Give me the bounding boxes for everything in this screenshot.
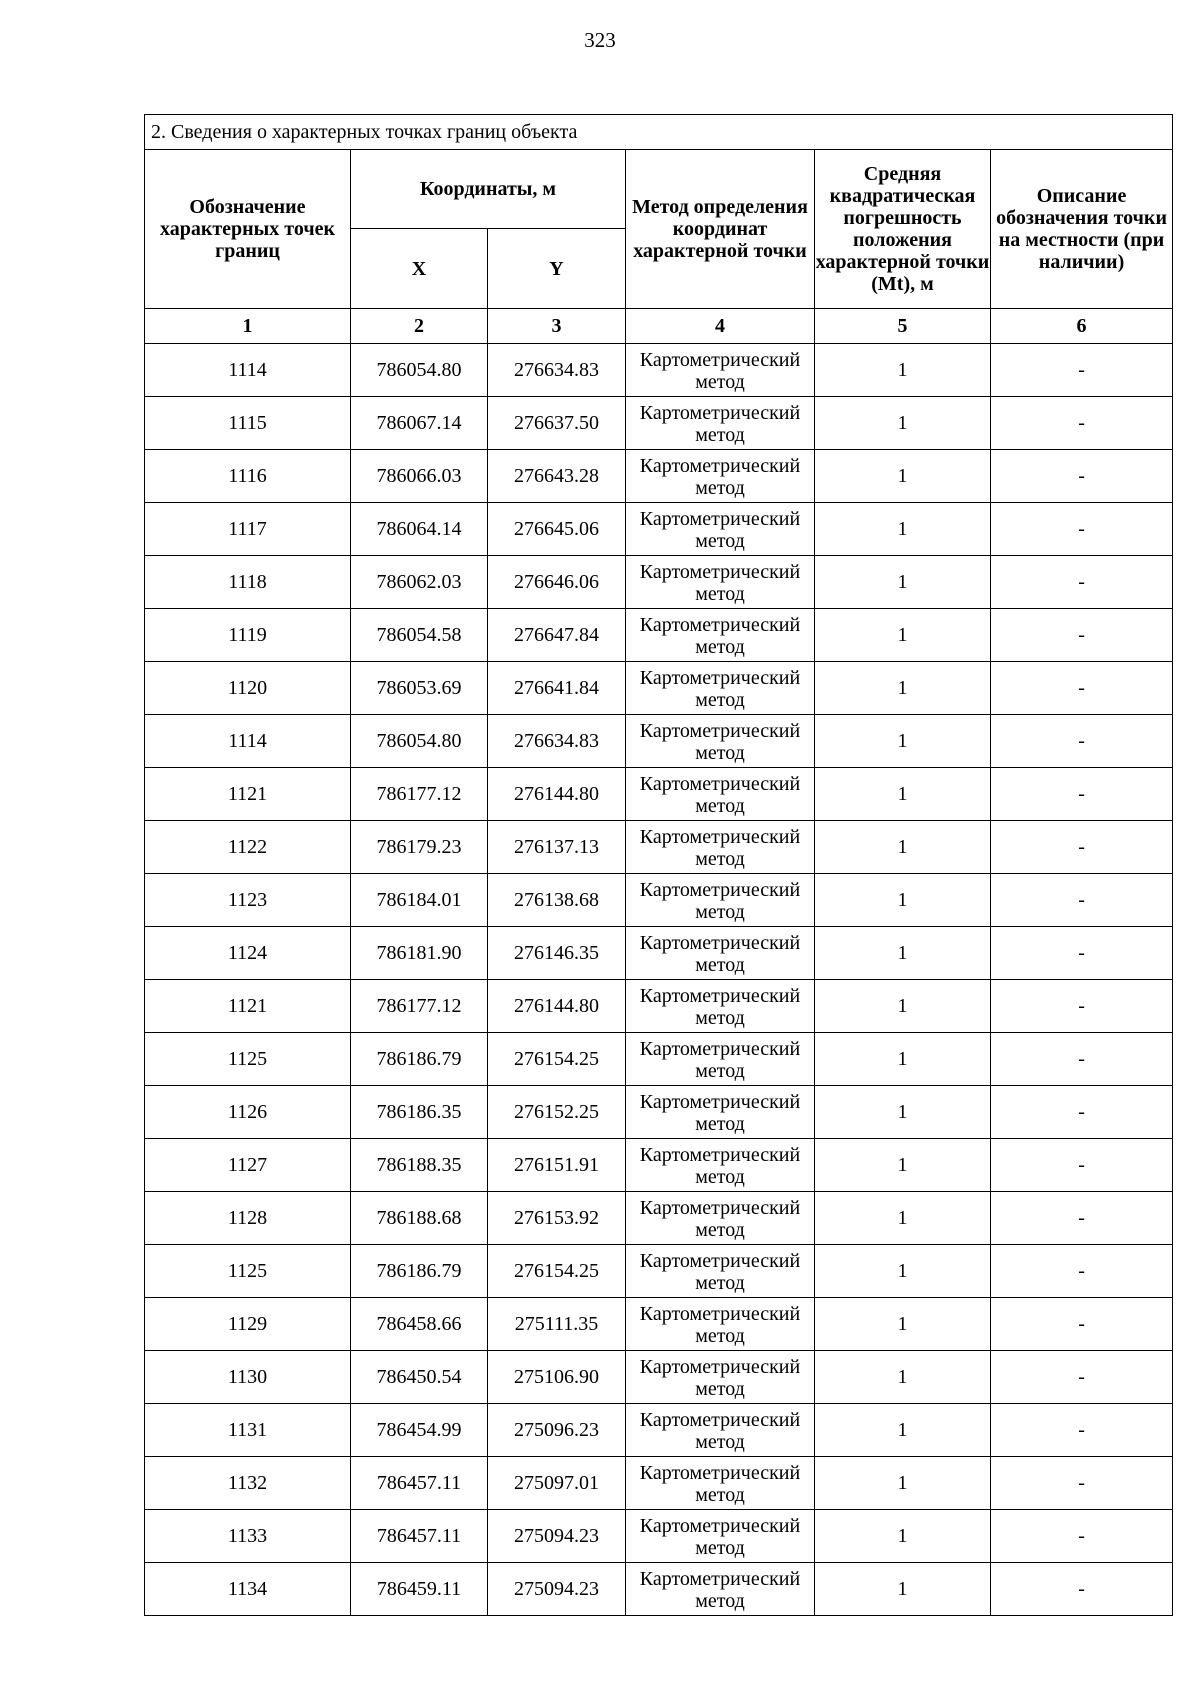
method-text-line: метод <box>695 1007 745 1029</box>
coord-x-cell: 786177.12 <box>351 768 488 821</box>
boundary-points-table <box>144 114 1173 1616</box>
method-text-line: метод <box>695 1537 745 1559</box>
point-id-cell: 1121 <box>145 768 351 821</box>
method-cell <box>626 397 815 450</box>
method-text-line: Картометрический <box>639 1038 801 1060</box>
coord-y-cell: 276643.28 <box>488 450 626 503</box>
coord-x-cell: 786459.11 <box>351 1563 488 1616</box>
coord-x-cell: 786186.79 <box>351 1245 488 1298</box>
mean-error-cell: 1 <box>815 874 991 927</box>
method-text-line: метод <box>695 689 745 711</box>
description-cell: - <box>991 1510 1173 1563</box>
coord-x-cell: 786188.68 <box>351 1192 488 1245</box>
point-id-cell: 1117 <box>145 503 351 556</box>
coord-y-cell: 275094.23 <box>488 1563 626 1616</box>
description-cell: - <box>991 768 1173 821</box>
table-row <box>145 821 1173 874</box>
coord-x-cell: 786454.99 <box>351 1404 488 1457</box>
mean-error-cell: 1 <box>815 927 991 980</box>
method-text-line: метод <box>695 1325 745 1347</box>
column-number: 2 <box>351 309 488 344</box>
method-text-line: метод <box>695 583 745 605</box>
table-row <box>145 1245 1173 1298</box>
method-text-line: Картометрический <box>639 1144 801 1166</box>
point-id-cell: 1134 <box>145 1563 351 1616</box>
method-text-line: метод <box>695 1060 745 1082</box>
point-id-cell: 1116 <box>145 450 351 503</box>
coord-y-cell: 276634.83 <box>488 715 626 768</box>
mean-error-cell: 1 <box>815 344 991 397</box>
point-id-cell: 1132 <box>145 1457 351 1510</box>
coord-x-cell: 786457.11 <box>351 1510 488 1563</box>
mean-error-cell: 1 <box>815 1245 991 1298</box>
table-row <box>145 450 1173 503</box>
header-point-designation: Обозначение характерных точек границ <box>145 150 351 309</box>
method-text-line: метод <box>695 1272 745 1294</box>
mean-error-cell: 1 <box>815 556 991 609</box>
description-cell: - <box>991 609 1173 662</box>
method-text-line: Картометрический <box>639 614 801 636</box>
point-id-cell: 1118 <box>145 556 351 609</box>
coord-y-cell: 275111.35 <box>488 1298 626 1351</box>
description-cell: - <box>991 821 1173 874</box>
coord-x-cell: 786062.03 <box>351 556 488 609</box>
point-id-cell: 1120 <box>145 662 351 715</box>
mean-error-cell: 1 <box>815 609 991 662</box>
coord-y-cell: 276645.06 <box>488 503 626 556</box>
coord-x-cell: 786457.11 <box>351 1457 488 1510</box>
header-description: Описание обозначения точки на местности (при наличии) <box>991 150 1173 309</box>
table-row <box>145 1192 1173 1245</box>
column-number-row <box>145 309 1173 344</box>
method-cell <box>626 1033 815 1086</box>
coord-y-cell: 276641.84 <box>488 662 626 715</box>
table-row <box>145 1510 1173 1563</box>
table-row <box>145 344 1173 397</box>
description-cell: - <box>991 927 1173 980</box>
method-text-line: метод <box>695 1219 745 1241</box>
method-text-line: метод <box>695 1113 745 1135</box>
coord-x-cell: 786181.90 <box>351 927 488 980</box>
method-text-line: Картометрический <box>639 826 801 848</box>
method-text-line: метод <box>695 1431 745 1453</box>
coord-y-cell: 276137.13 <box>488 821 626 874</box>
coord-x-cell: 786054.80 <box>351 344 488 397</box>
method-cell <box>626 1404 815 1457</box>
method-text-line: Картометрический <box>639 402 801 424</box>
coord-y-cell: 276637.50 <box>488 397 626 450</box>
coord-y-cell: 276154.25 <box>488 1033 626 1086</box>
coord-y-cell: 276144.80 <box>488 768 626 821</box>
description-cell: - <box>991 662 1173 715</box>
table-row <box>145 609 1173 662</box>
method-text-line: метод <box>695 636 745 658</box>
method-text-line: Картометрический <box>639 1303 801 1325</box>
point-id-cell: 1126 <box>145 1086 351 1139</box>
table-row <box>145 1033 1173 1086</box>
coord-x-cell: 786450.54 <box>351 1351 488 1404</box>
mean-error-cell: 1 <box>815 768 991 821</box>
description-cell: - <box>991 503 1173 556</box>
coord-x-cell: 786188.35 <box>351 1139 488 1192</box>
column-number: 1 <box>145 309 351 344</box>
method-text-line: метод <box>695 371 745 393</box>
coord-y-cell: 275106.90 <box>488 1351 626 1404</box>
table-row <box>145 1457 1173 1510</box>
table-row <box>145 1086 1173 1139</box>
method-cell <box>626 556 815 609</box>
point-id-cell: 1131 <box>145 1404 351 1457</box>
method-cell <box>626 1086 815 1139</box>
header-x: X <box>351 229 488 309</box>
method-text-line: Картометрический <box>639 1568 801 1590</box>
description-cell: - <box>991 344 1173 397</box>
method-text-line: метод <box>695 1590 745 1612</box>
point-id-cell: 1125 <box>145 1033 351 1086</box>
method-text-line: Картометрический <box>639 349 801 371</box>
table-row <box>145 927 1173 980</box>
point-id-cell: 1127 <box>145 1139 351 1192</box>
point-id-cell: 1130 <box>145 1351 351 1404</box>
description-cell: - <box>991 1245 1173 1298</box>
description-cell: - <box>991 1298 1173 1351</box>
method-cell <box>626 768 815 821</box>
coord-y-cell: 275094.23 <box>488 1510 626 1563</box>
description-cell: - <box>991 1086 1173 1139</box>
method-cell <box>626 1457 815 1510</box>
method-text-line: метод <box>695 530 745 552</box>
method-cell <box>626 874 815 927</box>
column-number: 4 <box>626 309 815 344</box>
coord-y-cell: 276154.25 <box>488 1245 626 1298</box>
description-cell: - <box>991 715 1173 768</box>
method-text-line: метод <box>695 1378 745 1400</box>
coord-x-cell: 786054.80 <box>351 715 488 768</box>
header-mean-error: Средняя квадратическая погрешность положения характерной точки (Mt), м <box>815 150 991 309</box>
point-id-cell: 1114 <box>145 715 351 768</box>
point-id-cell: 1122 <box>145 821 351 874</box>
coord-y-cell: 276646.06 <box>488 556 626 609</box>
method-text-line: метод <box>695 954 745 976</box>
mean-error-cell: 1 <box>815 662 991 715</box>
point-id-cell: 1133 <box>145 1510 351 1563</box>
method-cell <box>626 344 815 397</box>
mean-error-cell: 1 <box>815 1351 991 1404</box>
method-text-line: Картометрический <box>639 1250 801 1272</box>
method-text-line: метод <box>695 901 745 923</box>
method-cell <box>626 609 815 662</box>
coord-x-cell: 786458.66 <box>351 1298 488 1351</box>
method-cell <box>626 1245 815 1298</box>
method-cell <box>626 980 815 1033</box>
method-text-line: Картометрический <box>639 773 801 795</box>
method-text-line: Картометрический <box>639 1409 801 1431</box>
coord-y-cell: 276153.92 <box>488 1192 626 1245</box>
coord-x-cell: 786066.03 <box>351 450 488 503</box>
coord-x-cell: 786186.35 <box>351 1086 488 1139</box>
method-cell <box>626 715 815 768</box>
header-y: Y <box>488 229 626 309</box>
method-text-line: метод <box>695 742 745 764</box>
description-cell: - <box>991 1192 1173 1245</box>
mean-error-cell: 1 <box>815 503 991 556</box>
description-cell: - <box>991 556 1173 609</box>
coord-y-cell: 276152.25 <box>488 1086 626 1139</box>
table-caption: 2. Сведения о характерных точках границ объекта <box>145 115 1173 150</box>
method-text-line: Картометрический <box>639 1515 801 1537</box>
mean-error-cell: 1 <box>815 450 991 503</box>
table-row <box>145 768 1173 821</box>
description-cell: - <box>991 397 1173 450</box>
point-id-cell: 1129 <box>145 1298 351 1351</box>
table-row <box>145 1351 1173 1404</box>
method-text-line: Картометрический <box>639 1356 801 1378</box>
method-text-line: метод <box>695 795 745 817</box>
method-text-line: метод <box>695 848 745 870</box>
description-cell: - <box>991 1139 1173 1192</box>
column-number: 3 <box>488 309 626 344</box>
table-row <box>145 397 1173 450</box>
point-id-cell: 1121 <box>145 980 351 1033</box>
header-coordinates: Координаты, м <box>351 150 626 229</box>
description-cell: - <box>991 980 1173 1033</box>
table-row <box>145 715 1173 768</box>
table-row <box>145 1298 1173 1351</box>
table-row <box>145 1563 1173 1616</box>
coord-x-cell: 786053.69 <box>351 662 488 715</box>
method-text-line: метод <box>695 1166 745 1188</box>
description-cell: - <box>991 450 1173 503</box>
mean-error-cell: 1 <box>815 1086 991 1139</box>
mean-error-cell: 1 <box>815 1298 991 1351</box>
coord-y-cell: 275096.23 <box>488 1404 626 1457</box>
method-text-line: Картометрический <box>639 879 801 901</box>
method-text-line: Картометрический <box>639 932 801 954</box>
method-text-line: Картометрический <box>639 667 801 689</box>
mean-error-cell: 1 <box>815 821 991 874</box>
header-method: Метод определения координат характерной точки <box>626 150 815 309</box>
point-id-cell: 1124 <box>145 927 351 980</box>
method-cell <box>626 503 815 556</box>
table-body <box>145 344 1173 1616</box>
point-id-cell: 1125 <box>145 1245 351 1298</box>
table-row <box>145 662 1173 715</box>
coord-x-cell: 786179.23 <box>351 821 488 874</box>
method-text-line: Картометрический <box>639 561 801 583</box>
table-row <box>145 556 1173 609</box>
mean-error-cell: 1 <box>815 1457 991 1510</box>
coord-y-cell: 276647.84 <box>488 609 626 662</box>
coord-x-cell: 786054.58 <box>351 609 488 662</box>
coord-y-cell: 276144.80 <box>488 980 626 1033</box>
method-cell <box>626 1563 815 1616</box>
table-row <box>145 1404 1173 1457</box>
method-text-line: Картометрический <box>639 985 801 1007</box>
method-cell <box>626 821 815 874</box>
mean-error-cell: 1 <box>815 397 991 450</box>
mean-error-cell: 1 <box>815 1563 991 1616</box>
mean-error-cell: 1 <box>815 980 991 1033</box>
coord-x-cell: 786177.12 <box>351 980 488 1033</box>
coord-y-cell: 276138.68 <box>488 874 626 927</box>
description-cell: - <box>991 1033 1173 1086</box>
method-text-line: метод <box>695 424 745 446</box>
coord-x-cell: 786064.14 <box>351 503 488 556</box>
description-cell: - <box>991 1563 1173 1616</box>
point-id-cell: 1123 <box>145 874 351 927</box>
table-row <box>145 874 1173 927</box>
method-text-line: метод <box>695 477 745 499</box>
page-number: 323 <box>584 28 616 52</box>
coord-y-cell: 275097.01 <box>488 1457 626 1510</box>
mean-error-cell: 1 <box>815 1033 991 1086</box>
coord-y-cell: 276146.35 <box>488 927 626 980</box>
method-text-line: Картометрический <box>639 508 801 530</box>
method-text-line: Картометрический <box>639 1091 801 1113</box>
table-row <box>145 503 1173 556</box>
column-number: 6 <box>991 309 1173 344</box>
mean-error-cell: 1 <box>815 715 991 768</box>
method-cell <box>626 1192 815 1245</box>
mean-error-cell: 1 <box>815 1192 991 1245</box>
point-id-cell: 1115 <box>145 397 351 450</box>
method-cell <box>626 927 815 980</box>
table-row <box>145 980 1173 1033</box>
column-number: 5 <box>815 309 991 344</box>
method-text-line: Картометрический <box>639 1462 801 1484</box>
method-cell <box>626 1351 815 1404</box>
description-cell: - <box>991 1351 1173 1404</box>
point-id-cell: 1128 <box>145 1192 351 1245</box>
method-cell <box>626 1298 815 1351</box>
coord-y-cell: 276151.91 <box>488 1139 626 1192</box>
coord-x-cell: 786067.14 <box>351 397 488 450</box>
method-cell <box>626 662 815 715</box>
description-cell: - <box>991 1404 1173 1457</box>
table-row <box>145 1139 1173 1192</box>
method-cell <box>626 1510 815 1563</box>
coord-x-cell: 786184.01 <box>351 874 488 927</box>
method-text-line: Картометрический <box>639 1197 801 1219</box>
method-text-line: Картометрический <box>639 720 801 742</box>
coord-x-cell: 786186.79 <box>351 1033 488 1086</box>
description-cell: - <box>991 874 1173 927</box>
method-text-line: Картометрический <box>639 455 801 477</box>
mean-error-cell: 1 <box>815 1139 991 1192</box>
point-id-cell: 1119 <box>145 609 351 662</box>
coord-y-cell: 276634.83 <box>488 344 626 397</box>
method-cell <box>626 1139 815 1192</box>
mean-error-cell: 1 <box>815 1404 991 1457</box>
point-id-cell: 1114 <box>145 344 351 397</box>
mean-error-cell: 1 <box>815 1510 991 1563</box>
method-cell <box>626 450 815 503</box>
method-text-line: метод <box>695 1484 745 1506</box>
description-cell: - <box>991 1457 1173 1510</box>
